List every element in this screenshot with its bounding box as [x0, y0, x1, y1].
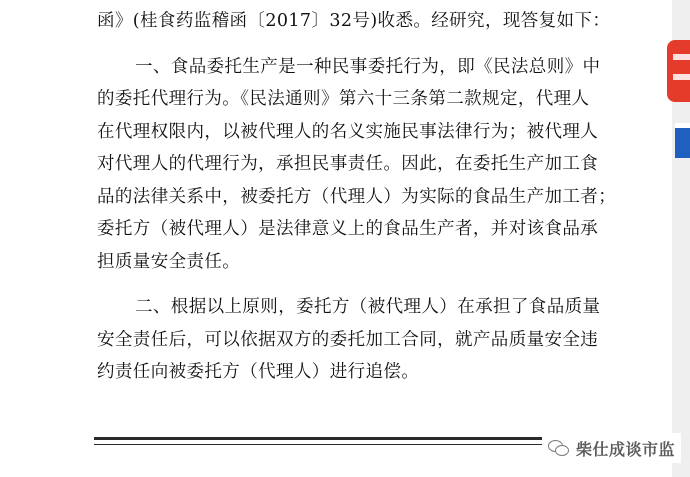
- wechat-icon: [548, 439, 570, 457]
- text-line: 品的法律关系中，被委托方（代理人）为实际的食品生产加工者；: [97, 186, 617, 207]
- watermark: [542, 433, 681, 463]
- text-line: 一、食品委托生产是一种民事委托行为，即《民法总则》中: [135, 56, 601, 77]
- text-line: 的委托代理行为。《民法通则》第六十三条第二款规定，代理人: [97, 89, 590, 109]
- text-line: 担质量安全责任。: [97, 251, 241, 272]
- text-line: 委托方（被代理人）是法律意义上的食品生产者，并对该食品承: [97, 219, 599, 239]
- decorative-red-tab: [667, 40, 690, 102]
- text-line: 函》(桂食药监稽函〔2017〕32号)收悉。经研究，现答复如下：: [97, 11, 611, 31]
- text-line: 对代理人的代理行为，承担民事责任。因此，在委托生产加工食: [97, 154, 599, 174]
- text-line: 约责任向被委托方（代理人）进行追偿。: [97, 362, 420, 382]
- document-body: [97, 5, 617, 389]
- watermark-text: 柴仕成谈市监: [576, 439, 676, 459]
- text-line: 安全责任后，可以依据双方的委托加工合同，就产品质量安全违: [97, 329, 599, 350]
- text-line: 二、根据以上原则，委托方（被代理人）在承担了食品质量: [135, 297, 601, 317]
- decorative-blue-tab: [675, 123, 690, 158]
- text-line: 在代理权限内，以被代理人的名义实施民事法律行为；被代理人: [97, 121, 599, 142]
